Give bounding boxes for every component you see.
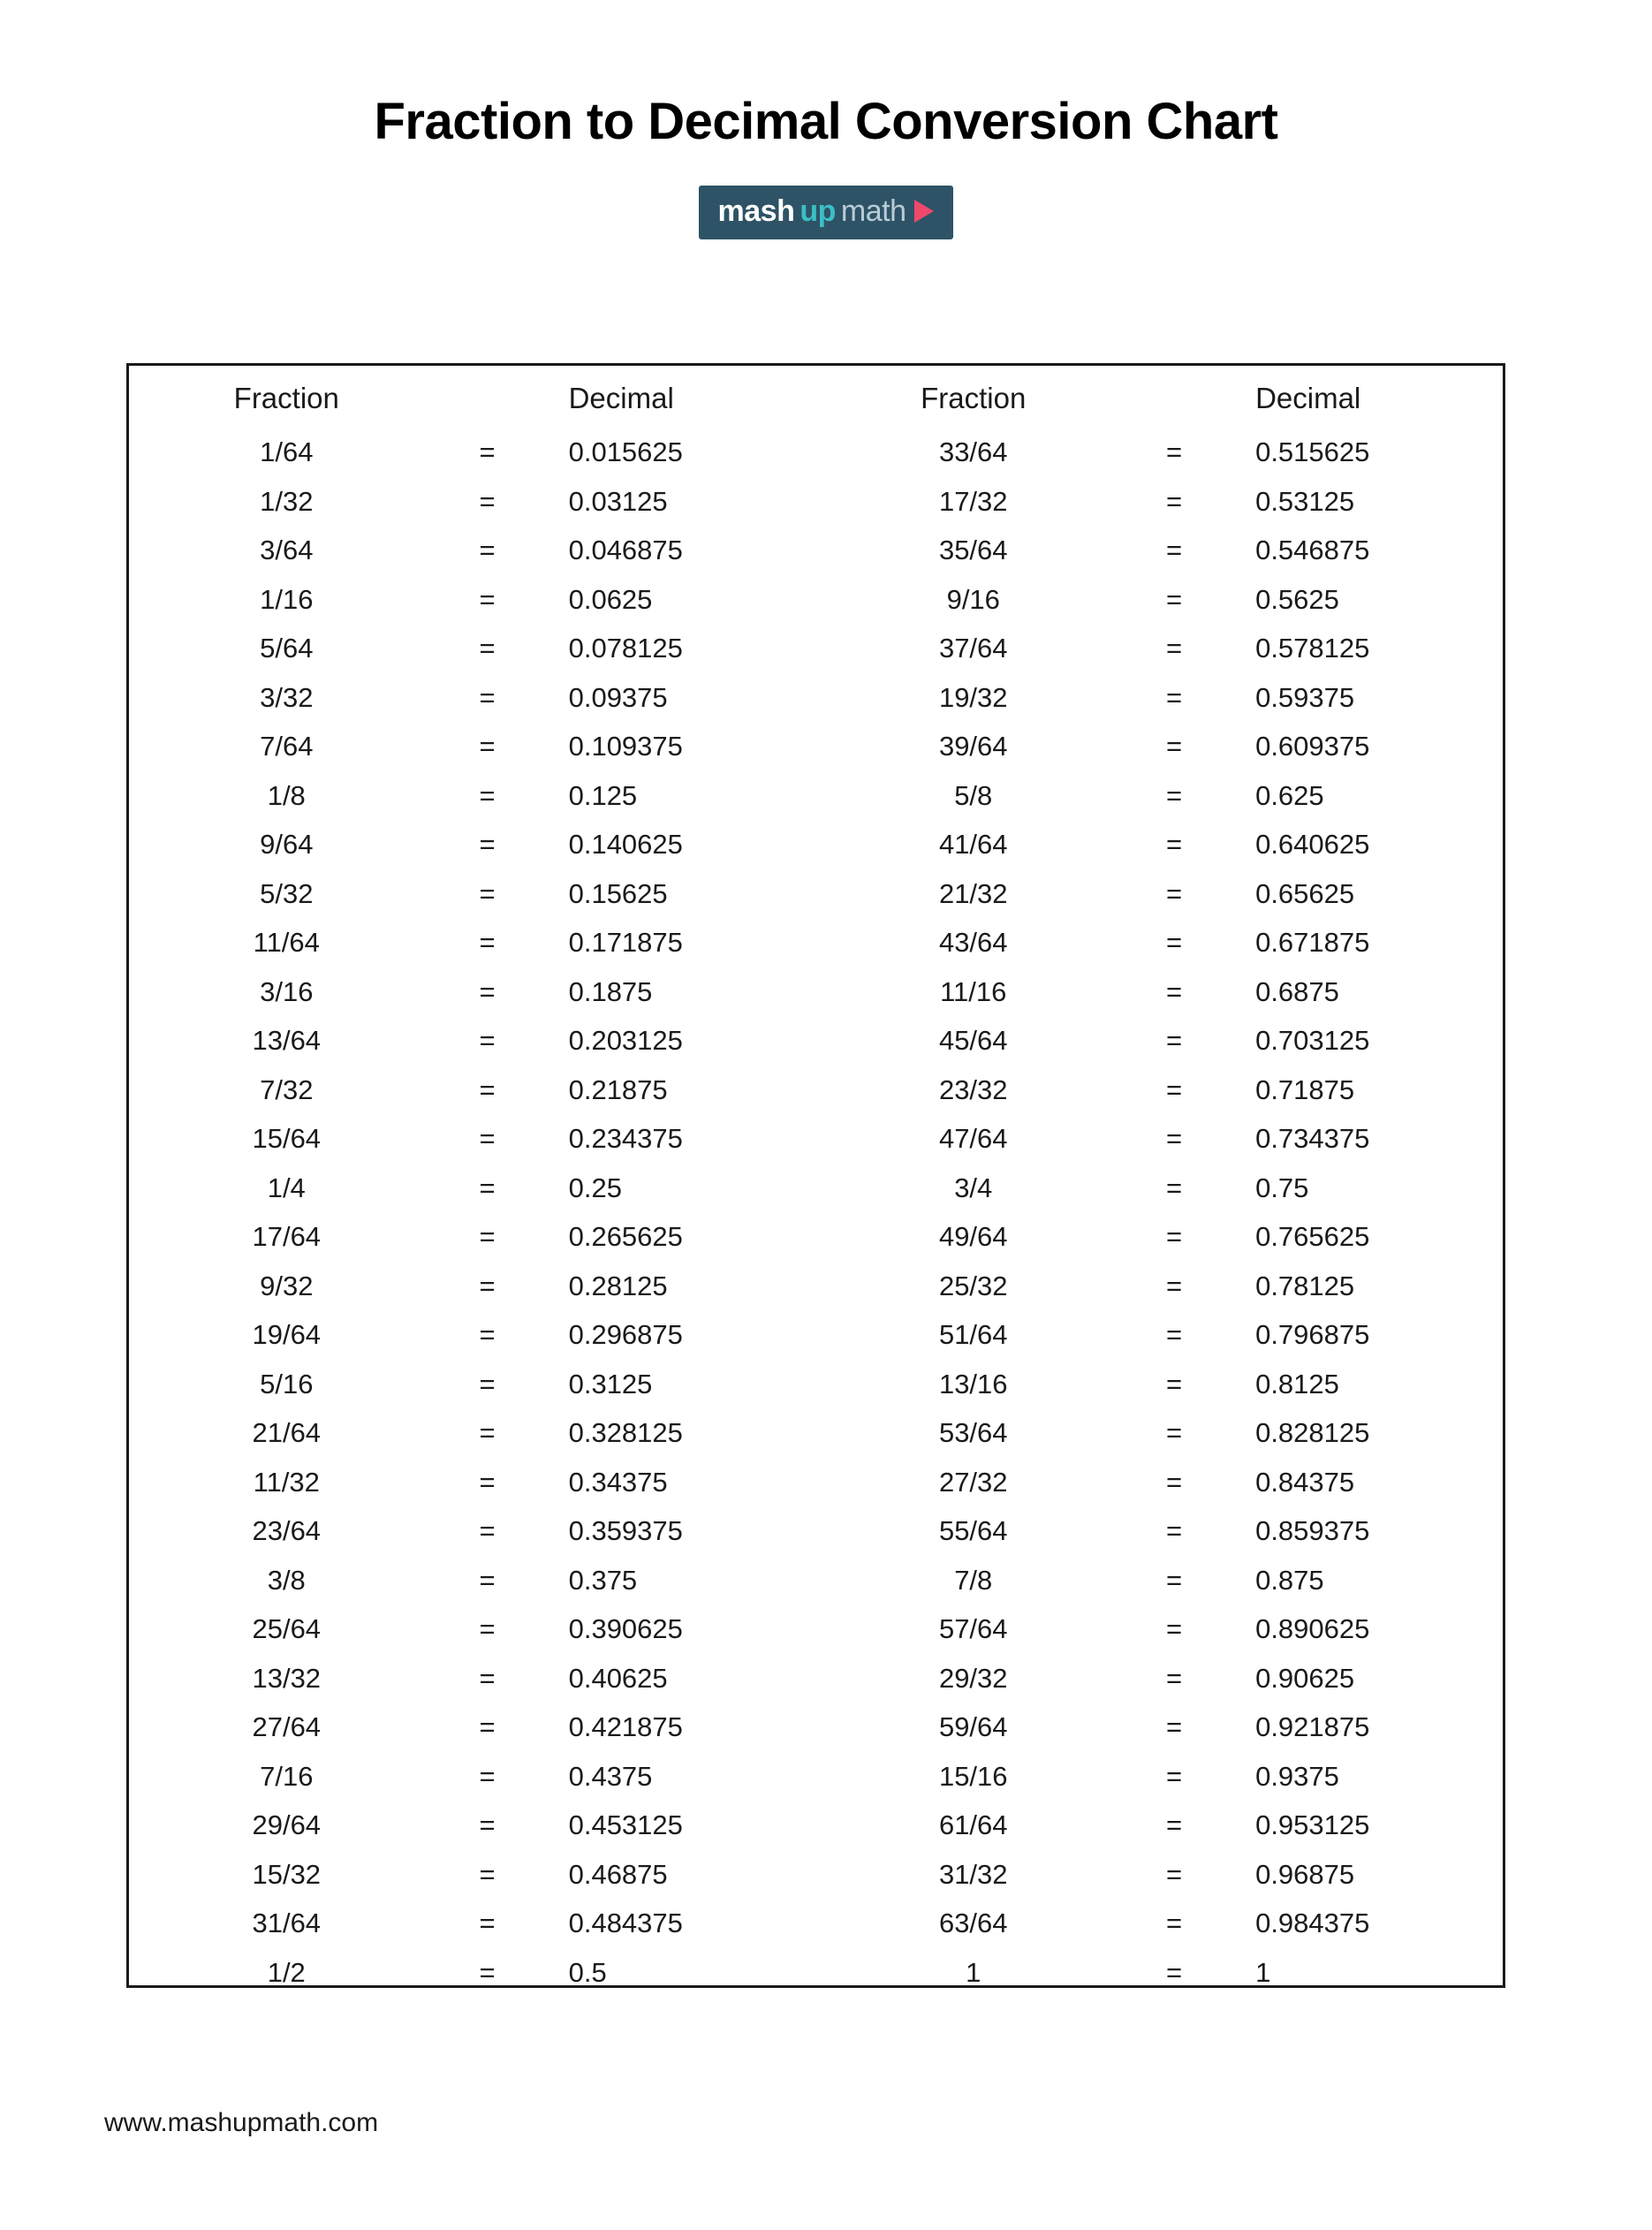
- cell-fraction-left: 11/64: [253, 927, 320, 958]
- cell-decimal-left: 0.265625: [568, 1221, 683, 1252]
- cell-fraction-right: 33/64: [938, 436, 1008, 467]
- cell-decimal-left: 0.1875: [568, 975, 653, 1007]
- table-row: [129, 1752, 1503, 1801]
- cell-decimal-left: 0.34375: [568, 1466, 668, 1498]
- cell-fraction-right: 35/64: [938, 535, 1008, 565]
- cell-equals-left: =: [479, 1515, 496, 1546]
- cell-equals-left: =: [479, 1613, 496, 1644]
- cell-fraction-right: 39/64: [938, 731, 1008, 762]
- table-row: [129, 1654, 1503, 1703]
- cell-fraction-right: 11/16: [940, 975, 1007, 1007]
- footer-url: www.mashupmath.com: [104, 2108, 379, 2137]
- cell-fraction-left: 1/8: [267, 779, 306, 811]
- cell-equals-left: =: [479, 1564, 496, 1596]
- cell-equals-right: =: [1166, 1172, 1183, 1203]
- cell-fraction-right: 47/64: [938, 1123, 1008, 1154]
- header-spacer-right: [1166, 366, 1255, 428]
- cell-equals-left: =: [479, 1368, 496, 1399]
- cell-fraction-left: 13/32: [252, 1662, 322, 1694]
- table-row: [129, 820, 1503, 869]
- cell-fraction-right: 31/32: [938, 1858, 1008, 1890]
- table-row: [129, 1164, 1503, 1213]
- cell-equals-right: =: [1166, 1613, 1183, 1644]
- cell-decimal-left: 0.140625: [568, 829, 683, 860]
- cell-decimal-left: 0.234375: [568, 1123, 683, 1154]
- cell-equals-right: =: [1166, 975, 1183, 1007]
- cell-equals-left: =: [479, 633, 496, 664]
- cell-fraction-left: 19/64: [252, 1319, 322, 1350]
- cell-decimal-left: 0.4375: [568, 1760, 653, 1792]
- cell-decimal-left: 0.21875: [568, 1073, 668, 1105]
- cell-equals-right: =: [1166, 1417, 1183, 1448]
- cell-fraction-right: 7/8: [954, 1564, 993, 1596]
- table-row: [129, 1948, 1503, 1998]
- cell-fraction-left: 27/64: [252, 1711, 322, 1742]
- cell-fraction-left: 31/64: [252, 1908, 322, 1938]
- cell-fraction-left: 3/16: [260, 975, 314, 1007]
- cell-decimal-left: 0.0625: [568, 583, 653, 615]
- table-row: [129, 1458, 1503, 1507]
- table-header: [129, 366, 1503, 428]
- cell-fraction-right: 41/64: [938, 829, 1008, 860]
- cell-equals-right: =: [1166, 1564, 1183, 1596]
- cell-fraction-left: 3/8: [267, 1564, 306, 1596]
- cell-equals-right: =: [1166, 583, 1183, 615]
- cell-decimal-left: 0.25: [568, 1172, 622, 1203]
- cell-equals-left: =: [479, 1858, 496, 1890]
- cell-equals-right: =: [1166, 779, 1183, 811]
- cell-equals-right: =: [1166, 1711, 1183, 1742]
- cell-equals-left: =: [479, 877, 496, 909]
- cell-decimal-right: 0.671875: [1255, 927, 1370, 958]
- cell-equals-left: =: [479, 1417, 496, 1448]
- cell-fraction-left: 25/64: [252, 1613, 322, 1644]
- table-row: [129, 771, 1503, 821]
- header-fraction-left: Fraction: [233, 382, 339, 415]
- cell-equals-left: =: [479, 1172, 496, 1203]
- cell-fraction-right: 43/64: [938, 927, 1008, 958]
- cell-decimal-right: 0.828125: [1255, 1417, 1370, 1448]
- table-row: [129, 1360, 1503, 1409]
- cell-decimal-right: 0.703125: [1255, 1025, 1370, 1056]
- cell-fraction-left: 7/64: [260, 731, 314, 762]
- cell-decimal-right: 0.984375: [1255, 1908, 1370, 1938]
- cell-decimal-right: 0.921875: [1255, 1711, 1370, 1742]
- cell-fraction-right: 61/64: [938, 1809, 1008, 1840]
- cell-decimal-right: 0.53125: [1255, 485, 1355, 517]
- cell-decimal-left: 0.453125: [568, 1809, 683, 1840]
- cell-equals-left: =: [479, 485, 496, 517]
- cell-decimal-right: 0.96875: [1255, 1858, 1355, 1890]
- cell-equals-right: =: [1166, 1466, 1183, 1498]
- cell-fraction-left: 23/64: [252, 1515, 322, 1546]
- cell-decimal-left: 0.359375: [568, 1515, 683, 1546]
- cell-decimal-right: 0.625: [1255, 779, 1324, 811]
- table-row: [129, 526, 1503, 575]
- table-row: [129, 967, 1503, 1017]
- cell-equals-right: =: [1166, 633, 1183, 664]
- cell-decimal-left: 0.078125: [568, 633, 683, 664]
- cell-decimal-right: 0.90625: [1255, 1662, 1355, 1694]
- cell-equals-left: =: [479, 1319, 496, 1350]
- cell-equals-right: =: [1166, 1908, 1183, 1938]
- cell-equals-left: =: [479, 1221, 496, 1252]
- table-header-row: [129, 366, 1503, 428]
- header-fraction-right: Fraction: [921, 382, 1027, 415]
- cell-decimal-right: 0.890625: [1255, 1613, 1370, 1644]
- cell-equals-left: =: [479, 1270, 496, 1301]
- cell-equals-right: =: [1166, 1956, 1183, 1988]
- cell-fraction-left: 15/32: [252, 1858, 322, 1890]
- cell-equals-left: =: [479, 975, 496, 1007]
- cell-decimal-left: 0.40625: [568, 1662, 668, 1694]
- cell-decimal-left: 0.421875: [568, 1711, 683, 1742]
- cell-equals-left: =: [479, 1073, 496, 1105]
- cell-decimal-right: 0.6875: [1255, 975, 1339, 1007]
- cell-fraction-left: 5/64: [260, 633, 314, 664]
- table-body: [129, 428, 1503, 1997]
- page-title: Fraction to Decimal Conversion Chart: [374, 93, 1278, 150]
- cell-equals-left: =: [479, 681, 496, 713]
- cell-equals-right: =: [1166, 1662, 1183, 1694]
- cell-equals-left: =: [479, 535, 496, 565]
- cell-fraction-right: 15/16: [938, 1760, 1008, 1792]
- table-row: [129, 1506, 1503, 1556]
- cell-equals-left: =: [479, 1123, 496, 1154]
- cell-equals-right: =: [1166, 1760, 1183, 1792]
- table-row: [129, 477, 1503, 527]
- table-row: [129, 1801, 1503, 1850]
- fraction-decimal-table: [129, 366, 1503, 1997]
- cell-fraction-right: 59/64: [938, 1711, 1008, 1742]
- cell-fraction-right: 5/8: [954, 779, 993, 811]
- cell-fraction-right: 21/32: [938, 877, 1008, 909]
- cell-decimal-left: 0.375: [568, 1564, 638, 1596]
- cell-decimal-left: 0.15625: [568, 877, 668, 909]
- cell-fraction-left: 1/4: [267, 1172, 306, 1203]
- cell-fraction-right: 23/32: [938, 1073, 1008, 1105]
- table-row: [129, 673, 1503, 723]
- table-row: [129, 428, 1503, 477]
- cell-equals-left: =: [479, 1466, 496, 1498]
- cell-decimal-right: 0.71875: [1255, 1073, 1355, 1105]
- cell-fraction-right: 63/64: [938, 1908, 1008, 1938]
- cell-equals-right: =: [1166, 1515, 1183, 1546]
- cell-equals-right: =: [1166, 1368, 1183, 1399]
- cell-equals-right: =: [1166, 1270, 1183, 1301]
- table-row: [129, 1262, 1503, 1311]
- table-row: [129, 1310, 1503, 1360]
- table-row: [129, 1899, 1503, 1948]
- logo-text-up: up: [799, 193, 836, 228]
- cell-equals-right: =: [1166, 1858, 1183, 1890]
- cell-decimal-left: 0.046875: [568, 535, 683, 565]
- table-row: [129, 1850, 1503, 1900]
- table-row: [129, 1114, 1503, 1164]
- cell-fraction-left: 1/64: [260, 436, 314, 467]
- cell-equals-right: =: [1166, 877, 1183, 909]
- cell-equals-right: =: [1166, 1319, 1183, 1350]
- cell-equals-left: =: [479, 829, 496, 860]
- cell-equals-left: =: [479, 1956, 496, 1988]
- table-row: [129, 575, 1503, 625]
- cell-fraction-right: 13/16: [938, 1368, 1008, 1399]
- cell-fraction-right: 27/32: [938, 1466, 1008, 1498]
- cell-equals-left: =: [479, 779, 496, 811]
- worksheet-page: [0, 92, 1652, 2230]
- cell-decimal-right: 0.75: [1255, 1172, 1309, 1203]
- cell-fraction-left: 5/32: [260, 877, 314, 909]
- cell-equals-left: =: [479, 1662, 496, 1694]
- cell-fraction-left: 9/64: [260, 829, 314, 860]
- cell-equals-right: =: [1166, 829, 1183, 860]
- cell-decimal-right: 0.9375: [1255, 1760, 1339, 1792]
- cell-decimal-left: 0.46875: [568, 1858, 668, 1890]
- table-row: [129, 1556, 1503, 1605]
- cell-decimal-left: 0.296875: [568, 1319, 683, 1350]
- cell-fraction-right: 37/64: [938, 633, 1008, 664]
- cell-decimal-right: 0.609375: [1255, 731, 1370, 762]
- cell-fraction-left: 29/64: [252, 1809, 322, 1840]
- logo-text-math: math: [840, 193, 906, 228]
- cell-fraction-right: 53/64: [938, 1417, 1008, 1448]
- cell-decimal-right: 0.875: [1255, 1564, 1324, 1596]
- cell-equals-left: =: [479, 927, 496, 958]
- cell-fraction-left: 11/32: [253, 1466, 320, 1498]
- table-row: [129, 1016, 1503, 1066]
- cell-equals-left: =: [479, 1025, 496, 1056]
- cell-fraction-right: 29/32: [938, 1662, 1008, 1694]
- cell-fraction-left: 1/16: [260, 583, 314, 615]
- cell-decimal-left: 0.390625: [568, 1613, 683, 1644]
- cell-fraction-right: 25/32: [938, 1270, 1008, 1301]
- cell-fraction-right: 3/4: [954, 1172, 993, 1203]
- table-row: [129, 1604, 1503, 1654]
- table-row: [129, 1212, 1503, 1262]
- cell-fraction-left: 17/64: [252, 1221, 322, 1252]
- cell-equals-left: =: [479, 731, 496, 762]
- cell-equals-right: =: [1166, 731, 1183, 762]
- cell-fraction-right: 45/64: [938, 1025, 1008, 1056]
- cell-fraction-right: 49/64: [938, 1221, 1008, 1252]
- cell-decimal-right: 0.765625: [1255, 1221, 1370, 1252]
- cell-decimal-right: 0.65625: [1255, 877, 1355, 909]
- cell-decimal-left: 0.09375: [568, 681, 668, 713]
- cell-fraction-right: 55/64: [938, 1515, 1008, 1546]
- cell-decimal-right: 0.578125: [1255, 633, 1370, 664]
- cell-fraction-left: 21/64: [252, 1417, 322, 1448]
- cell-fraction-right: 17/32: [938, 485, 1008, 517]
- cell-equals-right: =: [1166, 1123, 1183, 1154]
- cell-equals-left: =: [479, 583, 496, 615]
- cell-decimal-right: 0.8125: [1255, 1368, 1339, 1399]
- cell-decimal-left: 0.015625: [568, 436, 683, 467]
- table-row: [129, 1066, 1503, 1115]
- cell-fraction-left: 7/16: [260, 1760, 314, 1792]
- cell-decimal-right: 0.78125: [1255, 1270, 1355, 1301]
- table-row: [129, 624, 1503, 673]
- cell-decimal-right: 0.84375: [1255, 1466, 1355, 1498]
- cell-equals-left: =: [479, 1908, 496, 1938]
- cell-fraction-left: 15/64: [252, 1123, 322, 1154]
- cell-fraction-right: 19/32: [938, 681, 1008, 713]
- cell-decimal-left: 0.28125: [568, 1270, 668, 1301]
- cell-decimal-right: 0.953125: [1255, 1809, 1370, 1840]
- cell-equals-left: =: [479, 436, 496, 467]
- cell-equals-right: =: [1166, 436, 1183, 467]
- mashupmath-logo: [699, 186, 954, 239]
- cell-decimal-right: 0.640625: [1255, 829, 1370, 860]
- cell-decimal-right: 0.5625: [1255, 583, 1339, 615]
- cell-decimal-right: 0.546875: [1255, 535, 1370, 565]
- table-row: [129, 869, 1503, 919]
- cell-equals-right: =: [1166, 1025, 1183, 1056]
- cell-equals-left: =: [479, 1711, 496, 1742]
- header-decimal-right: Decimal: [1255, 382, 1361, 415]
- cell-fraction-left: 3/32: [260, 681, 314, 713]
- table-row: [129, 722, 1503, 771]
- cell-decimal-left: 0.3125: [568, 1368, 653, 1399]
- cell-decimal-right: 0.59375: [1255, 681, 1355, 713]
- cell-decimal-left: 0.171875: [568, 927, 683, 958]
- cell-decimal-left: 0.109375: [568, 731, 683, 762]
- cell-decimal-left: 0.125: [568, 779, 638, 811]
- cell-equals-left: =: [479, 1760, 496, 1792]
- cell-fraction-right: 1: [966, 1956, 981, 1988]
- cell-decimal-left: 0.328125: [568, 1417, 683, 1448]
- cell-fraction-left: 13/64: [252, 1025, 322, 1056]
- cell-fraction-right: 9/16: [946, 583, 1000, 615]
- cell-fraction-left: 7/32: [260, 1073, 314, 1105]
- brand-logo: [0, 186, 1652, 239]
- cell-fraction-left: 1/32: [260, 485, 314, 517]
- logo-text-mash: mash: [717, 193, 795, 228]
- cell-fraction-right: 57/64: [938, 1613, 1008, 1644]
- cell-equals-right: =: [1166, 1809, 1183, 1840]
- cell-decimal-left: 0.03125: [568, 485, 668, 517]
- conversion-table-container: [126, 363, 1505, 1988]
- play-triangle-icon: [914, 200, 934, 223]
- cell-fraction-left: 9/32: [260, 1270, 314, 1301]
- cell-equals-right: =: [1166, 1073, 1183, 1105]
- cell-equals-right: =: [1166, 1221, 1183, 1252]
- cell-decimal-right: 0.515625: [1255, 436, 1370, 467]
- cell-equals-right: =: [1166, 485, 1183, 517]
- cell-decimal-left: 0.203125: [568, 1025, 683, 1056]
- cell-decimal-right: 0.734375: [1255, 1123, 1370, 1154]
- cell-decimal-right: 0.859375: [1255, 1515, 1370, 1546]
- cell-decimal-right: 1: [1255, 1956, 1271, 1988]
- cell-fraction-left: 3/64: [260, 535, 314, 565]
- cell-decimal-left: 0.484375: [568, 1908, 683, 1938]
- table-row: [129, 918, 1503, 967]
- cell-equals-right: =: [1166, 927, 1183, 958]
- cell-decimal-left: 0.5: [568, 1956, 607, 1988]
- cell-equals-right: =: [1166, 681, 1183, 713]
- cell-equals-right: =: [1166, 535, 1183, 565]
- header-decimal-left: Decimal: [568, 382, 674, 415]
- header-spacer-left: [480, 366, 569, 428]
- table-row: [129, 1408, 1503, 1458]
- cell-fraction-right: 51/64: [938, 1319, 1008, 1350]
- cell-decimal-right: 0.796875: [1255, 1319, 1370, 1350]
- cell-equals-left: =: [479, 1809, 496, 1840]
- table-row: [129, 1703, 1503, 1752]
- cell-fraction-left: 1/2: [267, 1956, 306, 1988]
- cell-fraction-left: 5/16: [260, 1368, 314, 1399]
